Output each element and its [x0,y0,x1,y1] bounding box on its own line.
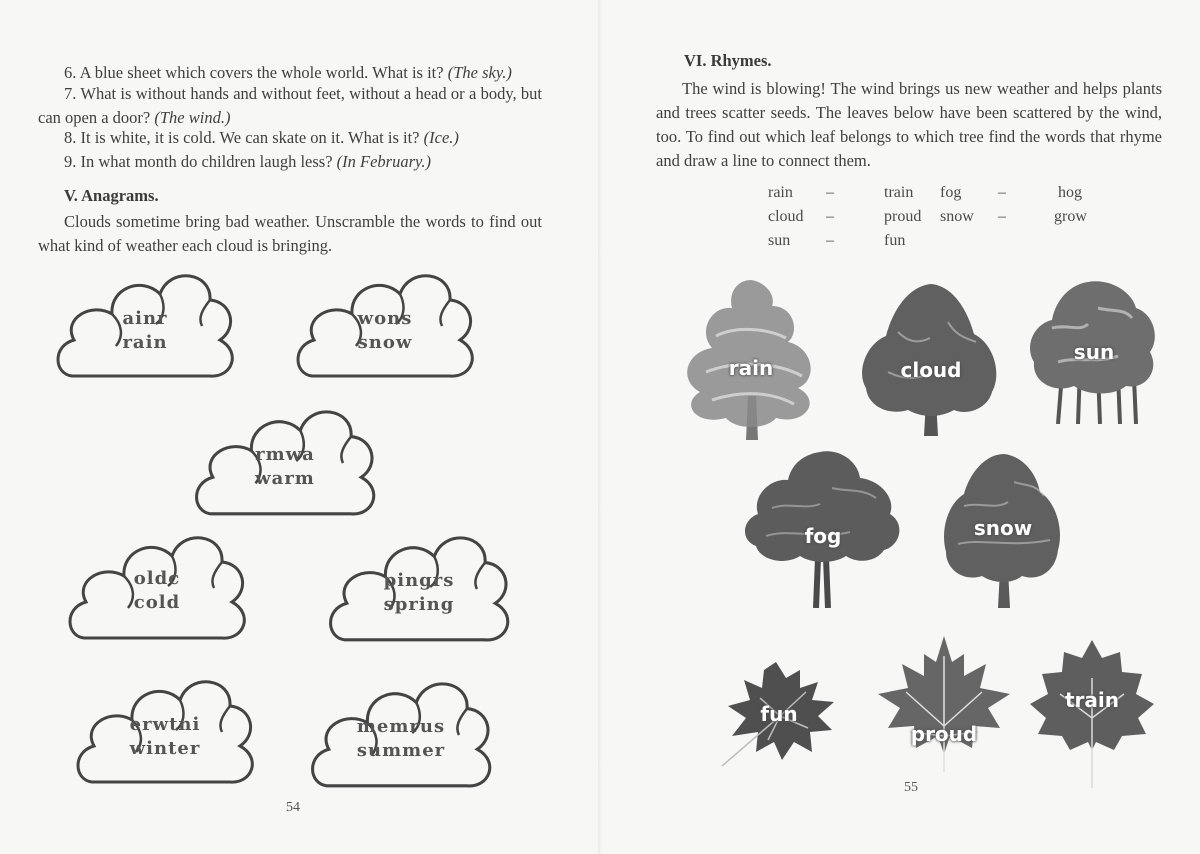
rhyme-word: proud [884,208,922,225]
tree-label: sun [1073,340,1115,364]
cloud-1-answer: rain [122,332,168,353]
cloud-2 [292,266,478,386]
cloud-6 [72,672,258,792]
leaf-train [1030,638,1154,788]
riddle-8: 8. It is white, it is cold. We can skate on it. What is it? (Ice.) [64,128,459,147]
cloud-7-scrambled: memrus [356,716,446,737]
rhyme-word: fun [884,232,906,249]
tree-sun [1028,278,1160,424]
rhyme-word: snow [940,208,974,225]
cloud-1 [52,266,238,386]
cloud-1-scrambled: ainr [122,308,168,329]
leaf-label: fun [760,702,798,726]
rhyme-word: sun [768,232,791,249]
anagrams-heading: V. Anagrams. [64,186,159,205]
cloud-5 [324,528,514,650]
leaf-label: train [1064,688,1119,712]
rhyme-dash: – [826,232,834,249]
cloud-6-answer: winter [129,738,201,759]
rhyme-word: grow [1054,208,1087,225]
rhyme-word: fog [940,184,962,201]
cloud-2-answer: snow [357,332,413,353]
leaf-icon [1030,638,1154,788]
tree-label: rain [728,356,774,380]
leaf-fun [720,656,838,768]
cloud-4-scrambled: oldc [133,568,181,589]
rhyme-word: cloud [768,208,804,225]
riddle-6: 6. A blue sheet which covers the whole world. What is it? (The sky.) [64,63,512,82]
cloud-3 [190,402,380,524]
rhyme-word: hog [1058,184,1082,201]
tree-label: cloud [900,358,962,382]
leaf-label: proud [910,722,978,746]
cloud-3-answer: warm [255,468,315,489]
rhyme-word-list [768,184,1128,256]
riddle-7: 7. What is without hands and without feet, without a head or a body, but can open a door? (The wind.) [38,84,542,127]
page-number-left: 54 [286,800,300,815]
cloud-5-answer: spring [383,594,455,615]
cloud-7-answer: summer [356,740,446,761]
rhyme-dash: – [826,184,834,201]
tree-fog [740,448,906,608]
leaf-proud [878,636,1010,772]
rhymes-heading: VI. Rhymes. [684,51,772,70]
rhymes-intro: The wind is blowing! The wind brings us new weather and helps plants and trees scatter seeds. The leaves below have been scattered by the wind, too. To find out which leaf belongs to which tree find the words that rhyme and draw a line to connect them. [656,79,1162,170]
cloud-4 [64,528,250,648]
cloud-7 [306,674,496,796]
rhyme-dash: – [998,208,1006,225]
tree-rain [676,276,826,440]
rhyme-dash: – [998,184,1006,201]
cloud-2-scrambled: wons [357,308,413,329]
tree-snow [940,452,1066,608]
page-gutter [598,0,602,854]
tree-label: snow [973,516,1033,540]
cloud-6-scrambled: erwtni [129,714,201,735]
rhyme-dash: – [826,208,834,225]
cloud-4-answer: cold [133,592,181,613]
maple-leaf-icon [878,636,1010,772]
page-number-right: 55 [904,780,918,795]
cloud-5-scrambled: pingrs [383,570,455,591]
rhyme-word: train [884,184,914,201]
riddle-9: 9. In what month do children laugh less? (In February.) [64,152,432,171]
tree-cloud [858,282,1004,436]
rhyme-word: rain [768,184,793,201]
cloud-3-scrambled: rmwa [255,444,315,465]
tree-label: fog [804,524,842,548]
anagrams-instructions: Clouds sometime bring bad weather. Unscramble the words to find out what kind of weather each cloud is bringing. [38,212,542,255]
